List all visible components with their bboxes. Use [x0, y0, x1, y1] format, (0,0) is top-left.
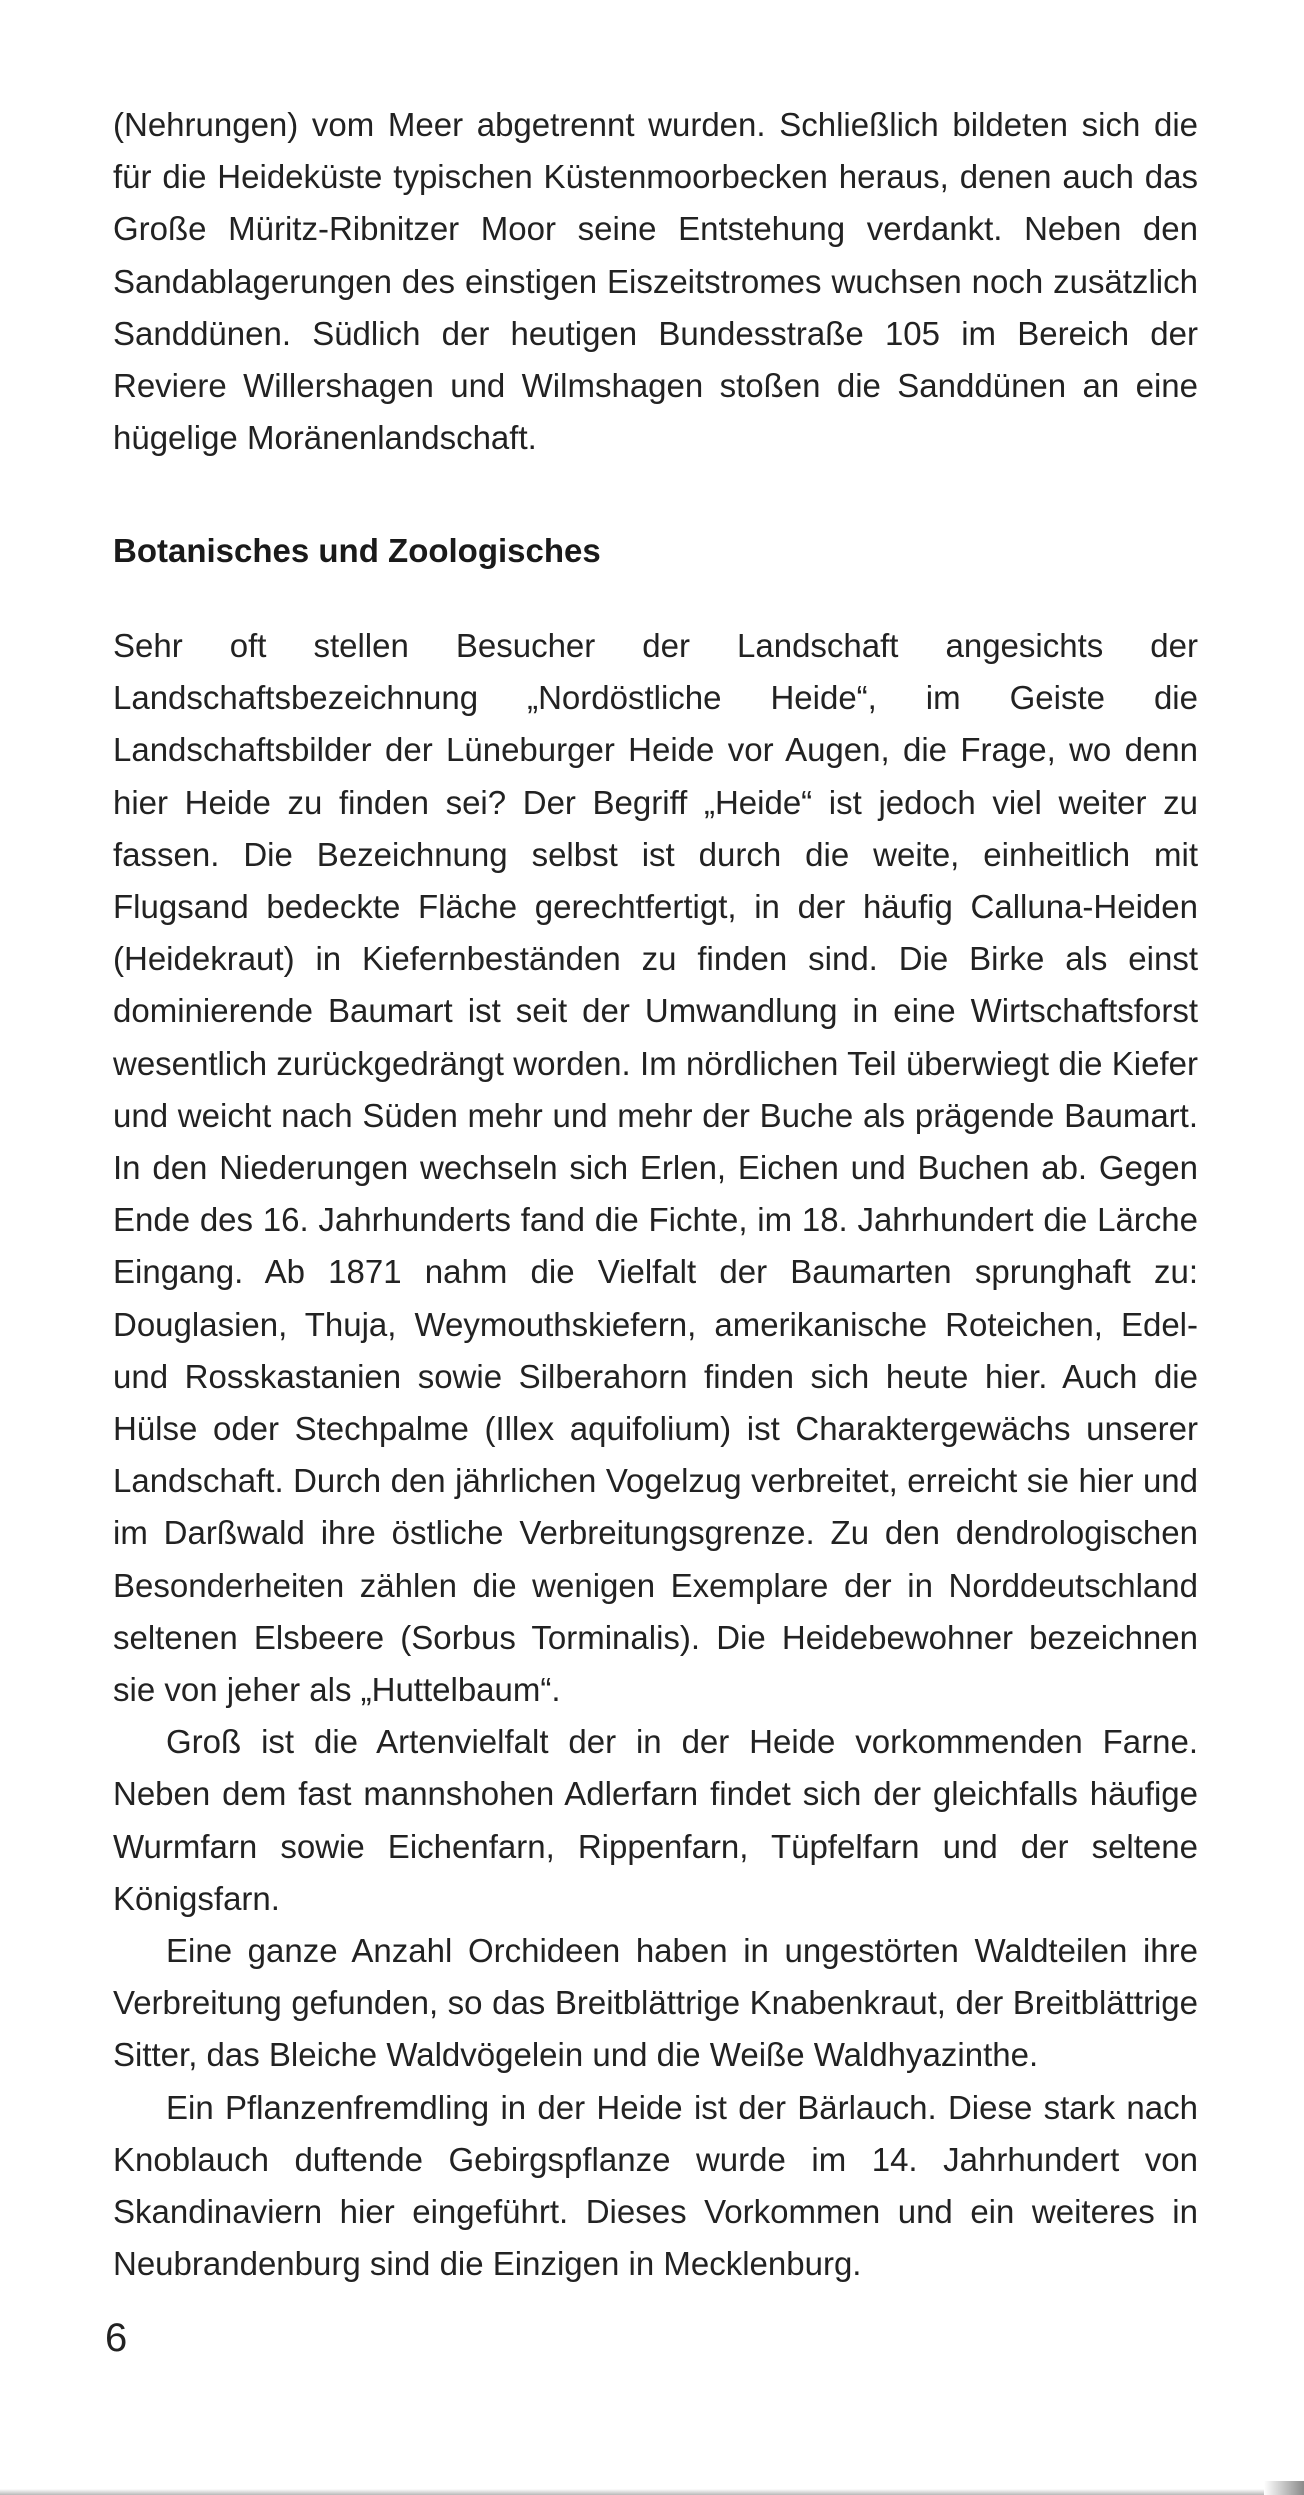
body-paragraph-1: Sehr oft stellen Besucher der Landschaft angesichts der Landschaftsbezeichnung „Nordöstliche Heide“, im Geiste die Landschaftsbilder der Lüneburger Heide vor Augen, die Frage, wo denn hier Heide zu finden sei? Der Begriff „Heide“ ist jedoch viel weiter zu fassen. Die Bezeichnung selbst ist durch die weite, einheitlich mit Flugsand bedeckte Fläche gerechtfertigt, in der häufig Calluna-Heiden (Heidekraut) in Kiefernbeständen zu finden sind. Die Birke als einst dominierende Baumart ist seit der Umwandlung in eine Wirtschaftsforst wesentlich zurückgedrängt worden. Im nördlichen Teil überwiegt die Kiefer und weicht nach Süden mehr und mehr der Buche als prägende Baumart. In den Niederungen wechseln sich Erlen, Eichen und Buchen ab. Gegen Ende des 16. Jahrhunderts fand die Fichte, im 18. Jahrhundert die Lärche Eingang. Ab 1871 nahm die Vielfalt der Baumarten sprunghaft zu: Douglasien, Thuja, Weymouthskiefern, amerikanische Roteichen, Edel- und Rosskastanien sowie Silberahorn finden sich heute hier. Auch die Hülse oder Stechpalme (Illex aquifolium) ist Charaktergewächs unserer Landschaft. Durch den jährlichen Vogelzug verbreitet, erreicht sie hier und im Darßwald ihre östliche Verbreitungsgrenze. Zu den dendrologischen Besonderheiten zählen die wenigen Exemplare der in Norddeutschland seltenen Elsbeere (Sorbus Torminalis). Die Heidebewohner bezeichnen sie von jeher als „Huttelbaum“. [113, 627, 1198, 1709]
page-number: 6 [105, 2316, 128, 2360]
section-heading: Botanisches und Zoologisches [113, 532, 601, 569]
intro-paragraph: (Nehrungen) vom Meer abgetrennt wurden. Schließlich bildeten sich die für die Heideküste typischen Küstenmoorbecken heraus, denen auch das Große Müritz-Ribnitzer Moor seine Entstehung verdankt. Neben den Sandablagerungen des einstigen Eiszeitstromes wuchsen noch zusätzlich Sanddünen. Südlich der heutigen Bundesstraße 105 im Bereich der Reviere Willershagen und Wilmshagen stoßen die Sanddünen an eine hügelige Moränenlandschaft. [113, 106, 1198, 457]
scan-corner-shadow [1264, 2481, 1304, 2495]
intro-text-block [113, 99, 1198, 464]
section-body [113, 620, 1198, 2291]
body-paragraph-4: Ein Pflanzenfremdling in der Heide ist der Bärlauch. Diese stark nach Knoblauch duftende Gebirgspflanze wurde im 14. Jahrhundert von Skandinaviern hier eingeführt. Dieses Vorkommen und ein weiteres in Neubrandenburg sind die Einzigen in Mecklenburg. [113, 2088, 1198, 2283]
body-paragraph-3: Eine ganze Anzahl Orchideen haben in ungestörten Waldteilen ihre Verbreitung gefunden, so das Breitblättrige Knabenkraut, der Breitblättrige Sitter, das Bleiche Waldvögelein und die Weiße Waldhyazinthe. [113, 1932, 1198, 2074]
body-paragraph-2: Groß ist die Artenvielfalt der in der Heide vorkommenden Farne. Neben dem fast mannshohen Adlerfarn findet sich der gleichfalls häufige Wurmfarn sowie Eichenfarn, Rippenfarn, Tüpfelfarn und der seltene Königsfarn. [113, 1723, 1198, 1917]
scan-edge-shadow [0, 2489, 1304, 2495]
